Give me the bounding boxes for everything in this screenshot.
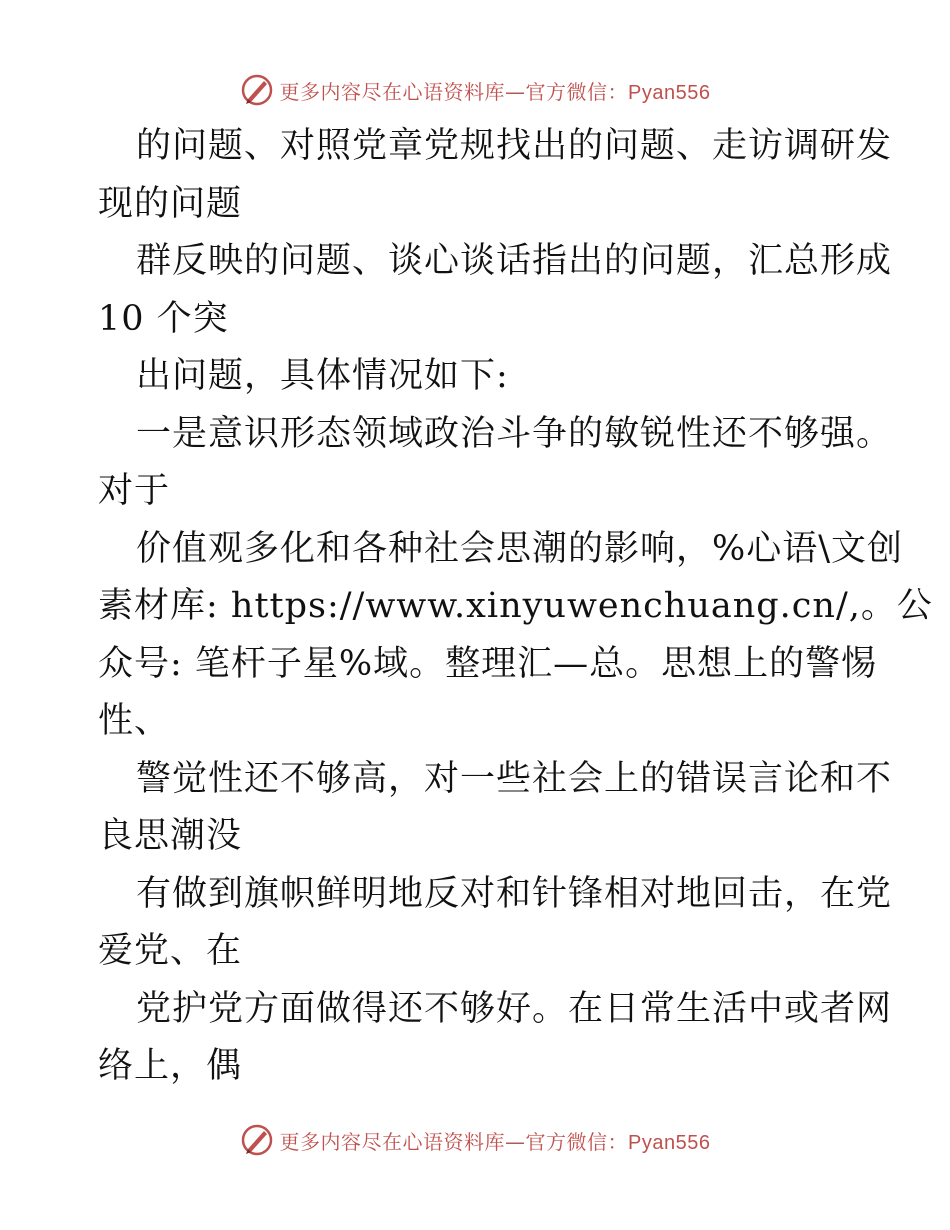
body-line: 性、 xyxy=(98,701,171,741)
body-line: 出问题，具体情况如下: xyxy=(136,356,509,396)
footer-banner xyxy=(0,1120,950,1160)
body-line: 有做到旗帜鲜明地反对和针锋相对地回击，在党 xyxy=(136,873,893,914)
header-banner-text xyxy=(280,76,711,105)
body-line: 络上，偶 xyxy=(98,1046,243,1086)
body-line: 爱党、在 xyxy=(98,931,243,971)
body-line: 群反映的问题、谈心谈话指出的问题，汇总形成 xyxy=(136,241,893,281)
body-line: 对于 xyxy=(98,471,171,511)
body-line: 警觉性还不够高，对一些社会上的错误言论和不 xyxy=(136,758,893,799)
header-banner xyxy=(0,70,950,110)
header-wechat-id: Pyan556 xyxy=(628,81,711,104)
body-line: 的问题、对照党章党规找出的问题、走访调研发 xyxy=(136,126,893,166)
footer-wechat-label: 官方微信： xyxy=(525,1129,629,1154)
pen-circle-logo-icon xyxy=(240,1123,274,1157)
body-line: 一是意识形态领域政治斗争的敏锐性还不够强。 xyxy=(136,413,893,454)
header-wechat-label: 官方微信： xyxy=(525,79,629,104)
pen-circle-logo-icon xyxy=(240,73,274,107)
footer-separator: — xyxy=(505,1129,526,1154)
footer-brand: 更多内容尽在心语资料库 xyxy=(279,1129,506,1154)
header-brand: 更多内容尽在心语资料库 xyxy=(279,79,506,104)
body-line: 10 个突 xyxy=(98,298,229,339)
body-line: 众号: 笔杆子星%域。整理汇—总。思想上的警惕 xyxy=(98,643,878,684)
header-separator: — xyxy=(505,79,526,104)
body-line: 党护党方面做得还不够好。在日常生活中或者网 xyxy=(136,988,893,1029)
footer-banner-text xyxy=(280,1126,711,1155)
footer-wechat-id: Pyan556 xyxy=(628,1131,711,1154)
body-line: 现的问题 xyxy=(98,183,243,224)
body-line: 良思潮没 xyxy=(98,816,243,856)
document-body xyxy=(98,118,933,1096)
body-line: 素材库: https://www.xinyuwenchuang.cn/,。公 xyxy=(98,586,933,626)
body-line: 价值观多化和各种社会思潮的影响，%心语\文创 xyxy=(136,528,904,569)
